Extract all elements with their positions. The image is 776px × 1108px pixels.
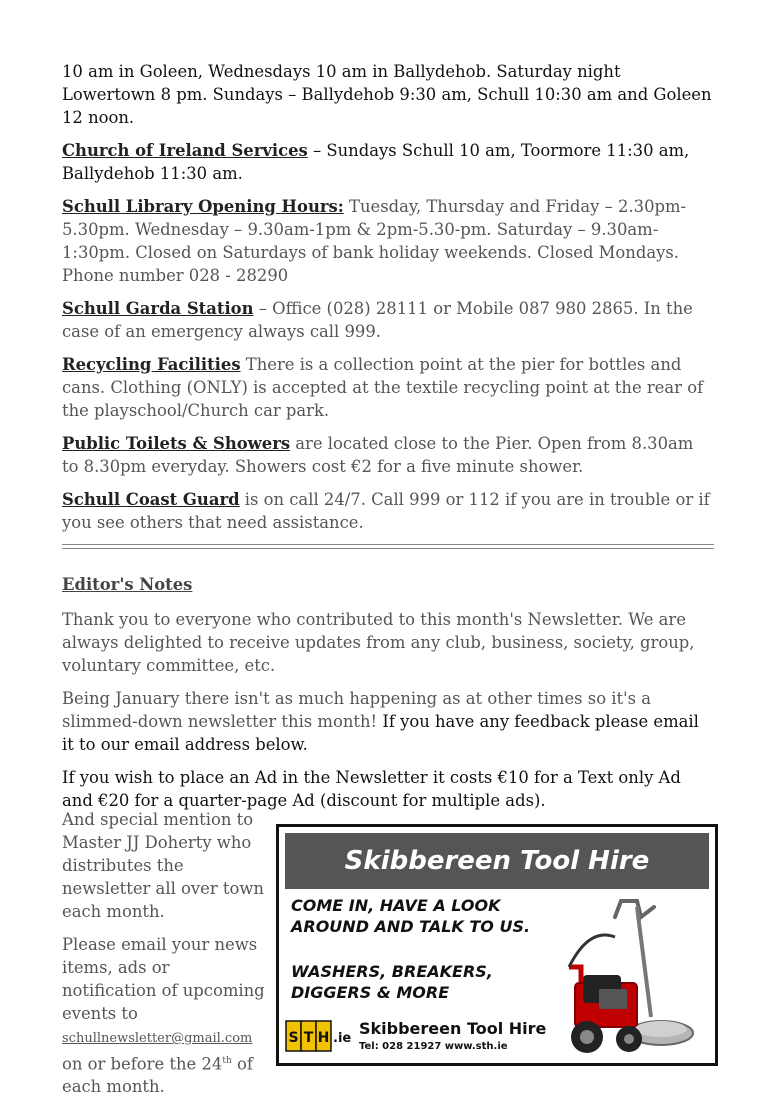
coi-heading: Church of Ireland Services [62, 141, 308, 160]
logo-s: S [288, 1030, 299, 1046]
coastguard-text: is on call 24/7. Call 999 or 112 if you are in trouble or if you see others that need assistance. [62, 490, 710, 532]
recycling [62, 353, 714, 422]
editor-para-3: If you wish to place an Ad in the Newsletter it costs €10 for a Text only Ad and €20 for a quarter-page Ad (discount for multiple ads). [62, 768, 681, 810]
editor-para-2a: Being January there isn't as much happening as at other times so it's a slimmed-down newsletter this month! [62, 689, 652, 731]
ad-services-2: DIGGERS & MORE [291, 983, 450, 1002]
logo-t: T [303, 1030, 314, 1046]
page-body [62, 60, 714, 822]
ad-services [291, 961, 493, 1003]
library-heading: Schull Library Opening Hours: [62, 197, 344, 216]
toilets-heading: Public Toilets & Showers [62, 434, 291, 453]
ad-contact: Tel: 028 21927 www.sth.ie [359, 1041, 508, 1052]
email-post-b: of each month. [62, 1054, 253, 1097]
recycling-text: There is a collection point at the pier for bottles and cans. Clothing (ONLY) is accepted at the textile recycling point at the rear of the playschool/Church car park. [62, 355, 704, 420]
email-link[interactable]: schullnewsletter@gmail.com [62, 1031, 253, 1046]
ad-services-1: WASHERS, BREAKERS, [291, 962, 493, 981]
sth-logo [285, 1017, 355, 1057]
left-column [62, 808, 267, 1108]
coastguard-heading: Schull Coast Guard [62, 490, 240, 509]
section-divider [62, 544, 714, 549]
ad-tagline-2: AROUND AND TALK TO US. [291, 917, 531, 936]
ad-tagline-1: COME IN, HAVE A LOOK [291, 896, 501, 915]
library-hours [62, 195, 714, 287]
ad-tagline [291, 895, 530, 937]
email-sup: th [222, 1056, 232, 1066]
email-post-a: on or before the 24 [62, 1054, 223, 1074]
editor-para-2b: If you have any feedback please email it to our email address below. [62, 712, 699, 754]
toilets [62, 432, 714, 478]
email-instructions [62, 933, 267, 1098]
editor-para-2 [62, 687, 714, 756]
garda-heading: Schull Garda Station [62, 299, 254, 318]
recycling-heading: Recycling Facilities [62, 355, 241, 374]
garda-text: – Office (028) 28111 or Mobile 087 980 2865. In the case of an emergency always call 999. [62, 299, 693, 341]
email-pre: Please email your news items, ads or notification of upcoming events to [62, 935, 265, 1023]
logo-h: H [317, 1030, 330, 1046]
ad-heading: Skibbereen Tool Hire [285, 833, 709, 889]
tool-hire-ad [276, 824, 718, 1066]
toilets-text: are located close to the Pier. Open from 8.30am to 8.30pm everyday. Showers cost €2 for a five minute shower. [62, 434, 694, 476]
coi-text: – Sundays Schull 10 am, Toormore 11:30 am, Ballydehob 11:30 am. [62, 141, 690, 183]
coi-services [62, 139, 714, 185]
editors-notes-heading: Editor's Notes [62, 575, 193, 594]
editor-para-1: Thank you to everyone who contributed to this month's Newsletter. We are always delighted to receive updates from any club, business, society, group, voluntary committee, etc. [62, 610, 695, 675]
coast-guard [62, 488, 714, 534]
logo-ie: .ie [333, 1031, 352, 1046]
pressure-washer-icon [559, 897, 709, 1061]
library-text: Tuesday, Thursday and Friday – 2.30pm-5.30pm. Wednesday – 9.30am-1pm & 2pm-5.30-pm. Saturday – 9.30am-1:30pm. Closed on Saturdays of bank holiday weekends. Closed Mondays. Phone number 028 - 28290 [62, 197, 687, 285]
garda-station [62, 297, 714, 343]
services-intro: 10 am in Goleen, Wednesdays 10 am in Ballydehob. Saturday night Lowertown 8 pm. Sundays – Ballydehob 9:30 am, Schull 10:30 am and Goleen 12 noon. [62, 62, 712, 127]
special-mention: And special mention to Master JJ Doherty who distributes the newsletter all over town each month. [62, 810, 264, 921]
ad-brand: Skibbereen Tool Hire [359, 1019, 547, 1038]
